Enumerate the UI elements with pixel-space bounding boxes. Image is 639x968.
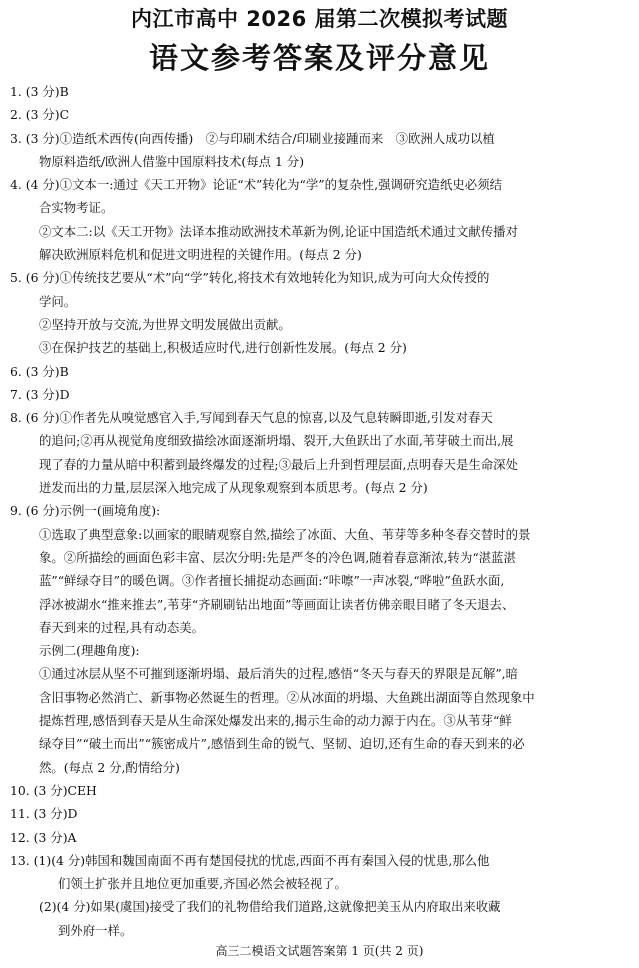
answer-line: 3. (3 分)①造纸术西传(向西传播) ②与印刷术结合/印刷业接踵而来 ③欧洲人成功以植 (10, 130, 495, 146)
answer-line: 绿夺目”“破土而出”“簇密成片”,感悟到生命的锐气、坚韧、迫切,还有生命的春天到来的必 (39, 736, 525, 752)
answer-line: ①通过冰层从坚不可摧到逐渐坍塌、最后消失的过程,感悟“冬天与春天的界限是瓦解”,暗 (39, 666, 518, 682)
answer-line: 的追问;②再从视觉角度细致描绘冰面逐渐坍塌、裂开,大鱼跃出了水面,苇芽破土而出,展 (39, 433, 514, 449)
answer-line: 蓝”“鲜绿夺目”的暖色调。③作者擅长捕捉动态画面:“咔嚓”一声冰裂,“哗啦”鱼跃水面, (39, 573, 505, 589)
answer-line: 合实物考证。 (39, 200, 114, 216)
page-footer: 高三二模语文试题答案第 1 页(共 2 页) (215, 944, 424, 958)
answer-line: ①选取了典型意象:以画家的眼睛观察自然,描绘了冰面、大鱼、苇芽等多种冬春交替时的景 (39, 526, 531, 542)
answer-line: ②坚持开放与交流,为世界文明发展做出贡献。 (39, 316, 291, 332)
answer-line: 春天到来的过程,具有动态美。 (39, 619, 205, 635)
answer-line: (2)(4 分)如果(虞国)接受了我们的礼物借给我们道路,这就像把美玉从内府取出来收藏 (39, 899, 501, 915)
exam-title: 内江市高中 2026 届第二次模拟考试题 (130, 7, 509, 31)
document-title: 语文参考答案及评分意见 (148, 41, 490, 75)
answer-line: 含旧事物必然消亡、新事物必然诞生的哲理。②从冰面的坍塌、大鱼跳出湖面等自然现象中 (39, 689, 535, 705)
answer-line: 提炼哲理,感悟到春天是从生命深处爆发出来的,揭示生命的动力源于内在。③从苇芽“鲜 (39, 713, 512, 729)
answer-line: 到外府一样。 (58, 922, 133, 938)
answer-body (10, 80, 632, 942)
answer-line: 12. (3 分)A (10, 829, 77, 845)
answer-line: 解决欧洲原料危机和促进文明进程的关键作用。(每点 2 分) (39, 247, 362, 263)
answer-line: 现了春的力量从暗中积蓄到最终爆发的过程;③最后上升到哲理层面,点明春天是生命深处 (39, 456, 518, 472)
answer-line: ②文本二:以《天工开物》法译本推动欧洲技术革新为例,论证中国造纸术通过文献传播对 (39, 223, 518, 239)
answer-line: 示例二(理趣角度): (39, 643, 140, 659)
answer-line: 然。(每点 2 分,酌情给分) (39, 759, 180, 775)
answer-line: 10. (3 分)CEH (10, 782, 97, 798)
answer-line: 13. (1)(4 分)韩国和魏国南面不再有楚国侵扰的忧虑,西面不再有秦国入侵的忧患,那么他 (10, 852, 490, 868)
answer-line: 5. (6 分)①传统技艺要从“术”向“学”转化,将技术有效地转化为知识,成为可向大众传授的 (10, 270, 490, 286)
answer-line: 2. (3 分)C (10, 107, 70, 123)
answer-line: 9. (6 分)示例一(画境角度): (10, 503, 161, 519)
answer-line: 8. (6 分)①作者先从嗅觉感官入手,写闻到春天气息的惊喜,以及气息转瞬即逝,引发对春天 (10, 410, 493, 426)
answer-line: 4. (4 分)①文本一:通过《天工开物》论证“术”转化为“学”的复杂性,强调研究造纸史必须结 (10, 177, 502, 193)
answer-line: 学问。 (39, 293, 77, 309)
answer-line: 们领土扩张并且地位更加重要,齐国必然会被轻视了。 (58, 876, 347, 892)
answer-line: 迸发而出的力量,层层深入地完成了从现象观察到本质思考。(每点 2 分) (39, 480, 428, 496)
answer-line: 1. (3 分)B (10, 84, 69, 99)
answer-line: 浮冰被湖水“推来推去”,苇芽“齐刷刷钻出地面”等画面让读者仿佛亲眼目睹了冬天退去、 (39, 596, 515, 612)
answer-line: 物原料造纸/欧洲人借鉴中国原料技术(每点 1 分) (39, 153, 305, 169)
answer-line: 7. (3 分)D (10, 386, 70, 402)
answer-line: ③在保护技艺的基础上,积极适应时代,进行创新性发展。(每点 2 分) (39, 340, 407, 356)
answer-line: 11. (3 分)D (10, 806, 78, 822)
answer-line: 象。②所描绘的画面色彩丰富、层次分明:先是严冬的冷色调,随着春意渐浓,转为“湛蓝湛 (39, 549, 516, 565)
answer-line: 6. (3 分)B (10, 363, 69, 379)
